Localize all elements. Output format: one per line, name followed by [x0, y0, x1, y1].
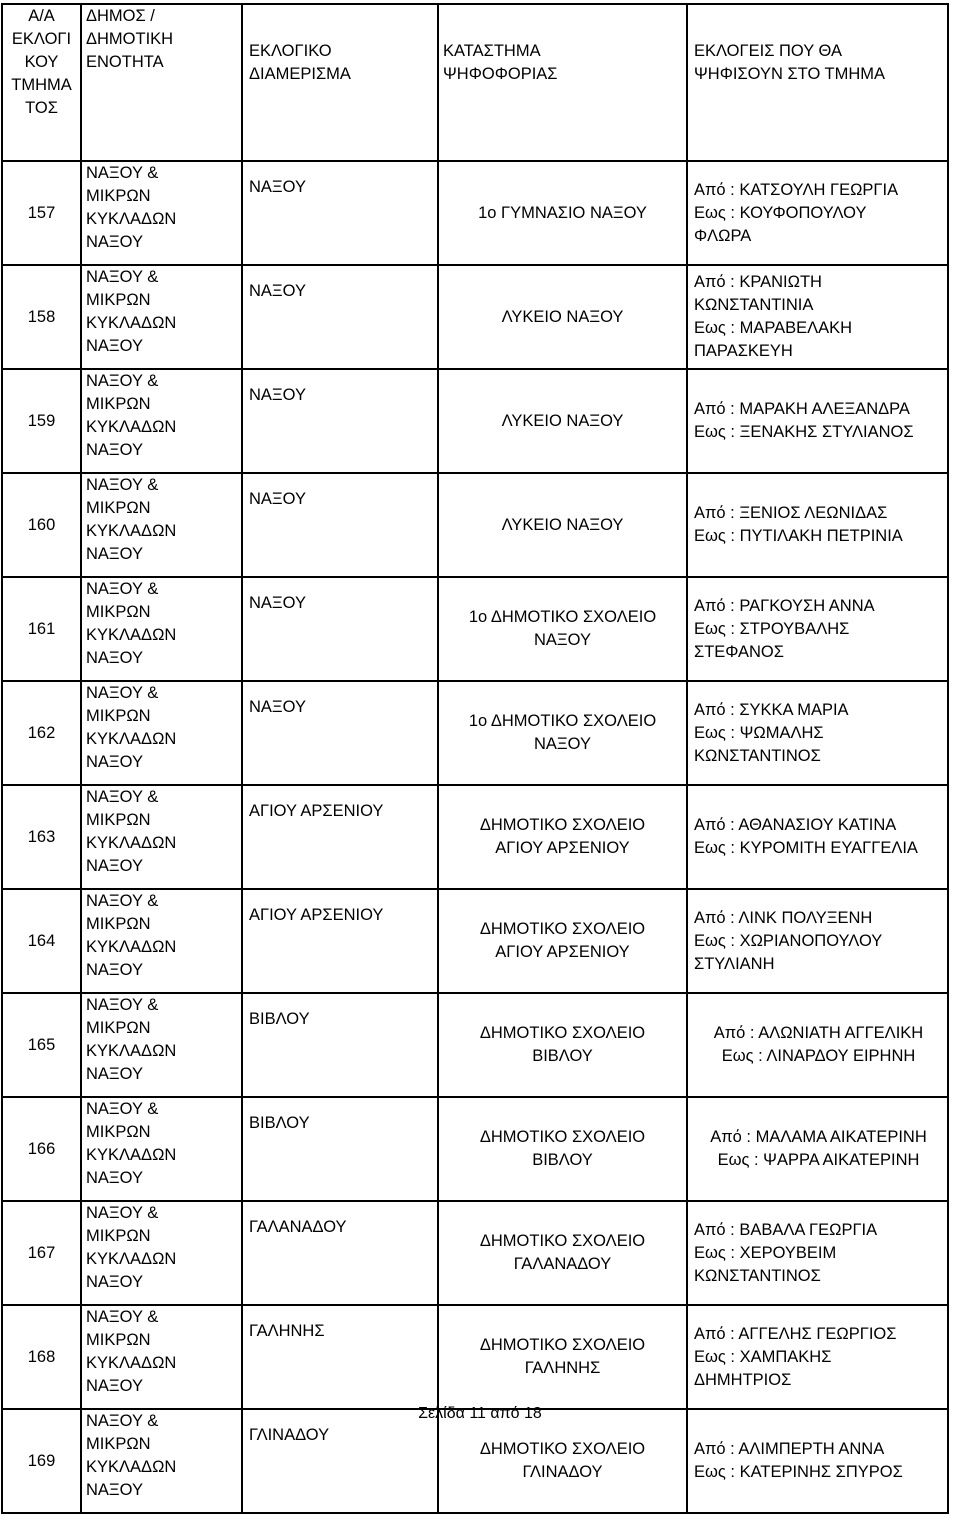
cell-line: ΛΥΚΕΙΟ ΝΑΞΟΥ: [501, 411, 624, 430]
polling-station-cell: [438, 265, 687, 369]
cell-line: ΝΑΞΟΥ &: [86, 1308, 159, 1326]
cell-line: ΚΩΝΣΤΑΝΤΙΝΟΣ: [694, 746, 821, 765]
cell-line: Εως : ΨΩΜΑΛΗΣ: [694, 723, 824, 742]
cell-line: ΜΙΚΡΩΝ: [86, 395, 151, 413]
cell-line: Εως : ΚΑΤΕΡΙΝΗΣ ΣΠΥΡΟΣ: [694, 1463, 903, 1481]
cell-line: ΜΙΚΡΩΝ: [86, 603, 151, 621]
voters-range-cell: [687, 889, 948, 993]
voters-range-cell: [687, 1097, 948, 1201]
header-municipality: ΔΗΜΟΣ / ΔΗΜΟΤΙΚΗ ΕΝΟΤΗΤΑ: [81, 4, 242, 161]
table-row: [2, 161, 948, 265]
polling-station-cell: [438, 577, 687, 681]
polling-station-cell: [438, 473, 687, 577]
table-row: [2, 369, 948, 473]
cell-line: ΚΩΝΣΤΑΝΤΙΝΟΣ: [694, 1266, 821, 1285]
cell-line: Από : ΞΕΝΙΟΣ ΛΕΩΝΙΔΑΣ: [694, 504, 888, 522]
cell-line: ΑΓΙΟΥ ΑΡΣΕΝΙΟΥ: [495, 943, 630, 961]
cell-line: ΝΑΞΟΥ &: [86, 476, 159, 494]
polling-stations-table: [1, 3, 949, 1514]
table-row: [2, 681, 948, 785]
cell-line: ΜΙΚΡΩΝ: [86, 707, 151, 725]
cell-line: ΚΥΚΛΑΔΩΝ: [86, 834, 177, 852]
cell-line: ΝΑΞΟΥ: [86, 857, 143, 875]
cell-line: ΝΑΞΟΥ &: [86, 1100, 159, 1118]
cell-line: ΝΑΞΟΥ: [534, 735, 591, 753]
page-footer: Σελίδα 11 από 18: [418, 1405, 542, 1422]
cell-line: ΝΑΞΟΥ &: [86, 580, 159, 598]
cell-line: ΜΙΚΡΩΝ: [86, 1435, 151, 1453]
header-district: ΕΚΛΟΓΙΚΟ ΔΙΑΜΕΡΙΣΜΑ: [242, 4, 438, 161]
section-number-cell: 161: [2, 577, 81, 681]
voters-range-cell: [687, 681, 948, 785]
cell-line: Από : ΚΑΤΣΟΥΛΗ ΓΕΩΡΓΙΑ: [694, 180, 899, 199]
cell-line: ΝΑΞΟΥ: [86, 1377, 143, 1395]
cell-line: Από : ΣΥΚΚΑ ΜΑΡΙΑ: [694, 700, 849, 719]
cell-line: ΦΛΩΡΑ: [694, 226, 752, 245]
cell-line: ΚΥΚΛΑΔΩΝ: [86, 1146, 177, 1164]
cell-line: Από : ΑΛΙΜΠΕΡΤΗ ΑΝΝΑ: [694, 1440, 885, 1458]
municipality-cell: [81, 265, 242, 369]
municipality-cell: [81, 473, 242, 577]
cell-line: Από : ΒΑΒΑΛΑ ΓΕΩΡΓΙΑ: [694, 1220, 878, 1239]
polling-station-cell: [438, 1097, 687, 1201]
section-number-cell: 163: [2, 785, 81, 889]
district-cell: ΓΑΛΑΝΑΔΟΥ: [242, 1201, 438, 1305]
municipality-cell: [81, 681, 242, 785]
cell-line: ΠΑΡΑΣΚΕΥΗ: [694, 342, 793, 360]
district-cell: ΑΓΙΟΥ ΑΡΣΕΝΙΟΥ: [242, 889, 438, 993]
cell-line: ΝΑΞΟΥ: [86, 1169, 143, 1187]
polling-station-cell: [438, 889, 687, 993]
cell-line: Εως : ΚΥΡΟΜΙΤΗ ΕΥΑΓΓΕΛΙΑ: [694, 839, 918, 857]
district-cell: ΓΑΛΗΝΗΣ: [242, 1305, 438, 1409]
table-row: [2, 1409, 948, 1513]
table-row: [2, 473, 948, 577]
section-number-cell: 159: [2, 369, 81, 473]
cell-line: ΜΙΚΡΩΝ: [86, 291, 151, 309]
cell-line: ΜΙΚΡΩΝ: [86, 1227, 151, 1245]
voters-range-cell: [687, 473, 948, 577]
polling-station-cell: [438, 681, 687, 785]
cell-line: ΚΥΚΛΑΔΩΝ: [86, 938, 177, 956]
district-cell: ΝΑΞΟΥ: [242, 161, 438, 265]
polling-station-cell: [438, 161, 687, 265]
cell-line: ΔΗΜΟΤΙΚΟ ΣΧΟΛΕΙΟ: [479, 1232, 646, 1250]
section-number-cell: 169: [2, 1409, 81, 1513]
section-number-cell: 164: [2, 889, 81, 993]
cell-line: ΚΥΚΛΑΔΩΝ: [86, 730, 177, 748]
cell-line: ΔΗΜΟΤΙΚΟ ΣΧΟΛΕΙΟ: [479, 920, 646, 938]
voters-range-cell: [687, 577, 948, 681]
polling-station-cell: [438, 369, 687, 473]
cell-line: Εως : ΧΕΡΟΥΒΕΙΜ: [694, 1243, 837, 1262]
district-cell: ΝΑΞΟΥ: [242, 265, 438, 369]
cell-line: Από : ΑΛΩΝΙΑΤΗ ΑΓΓΕΛΙΚΗ: [713, 1024, 924, 1042]
cell-line: ΚΥΚΛΑΔΩΝ: [86, 418, 177, 436]
cell-line: ΜΙΚΡΩΝ: [86, 915, 151, 933]
cell-line: ΝΑΞΟΥ: [86, 1481, 143, 1499]
cell-line: ΑΓΙΟΥ ΑΡΣΕΝΙΟΥ: [495, 839, 630, 857]
cell-line: Από : ΑΘΑΝΑΣΙΟΥ ΚΑΤΙΝΑ: [694, 816, 897, 834]
cell-line: ΛΥΚΕΙΟ ΝΑΞΟΥ: [501, 515, 624, 534]
cell-line: ΚΥΚΛΑΔΩΝ: [86, 522, 177, 540]
district-cell: ΝΑΞΟΥ: [242, 577, 438, 681]
cell-line: ΜΙΚΡΩΝ: [86, 1019, 151, 1037]
section-number-cell: 168: [2, 1305, 81, 1409]
cell-line: ΚΥΚΛΑΔΩΝ: [86, 1354, 177, 1372]
cell-line: ΛΥΚΕΙΟ ΝΑΞΟΥ: [501, 307, 624, 326]
voters-range-cell: [687, 1305, 948, 1409]
municipality-cell: [81, 889, 242, 993]
cell-line: Εως : ΣΤΡΟΥΒΑΛΗΣ: [694, 619, 850, 638]
cell-line: ΝΑΞΟΥ &: [86, 268, 159, 286]
district-cell: ΒΙΒΛΟΥ: [242, 1097, 438, 1201]
municipality-cell: [81, 1409, 242, 1513]
cell-line: Από : ΚΡΑΝΙΩΤΗ: [694, 273, 822, 291]
voters-range-cell: [687, 1409, 948, 1513]
cell-line: Εως : ΞΕΝΑΚΗΣ ΣΤΥΛΙΑΝΟΣ: [694, 423, 914, 441]
cell-line: ΝΑΞΟΥ &: [86, 372, 159, 390]
section-number-cell: 160: [2, 473, 81, 577]
cell-line: ΜΙΚΡΩΝ: [86, 811, 151, 829]
header-polling-station: ΚΑΤΑΣΤΗΜΑ ΨΗΦΟΦΟΡΙΑΣ: [438, 4, 687, 161]
cell-line: ΝΑΞΟΥ &: [86, 892, 159, 910]
cell-line: ΔΗΜΗΤΡΙΟΣ: [694, 1370, 792, 1389]
cell-line: ΔΗΜΟΤΙΚΟ ΣΧΟΛΕΙΟ: [479, 1440, 646, 1458]
cell-line: ΝΑΞΟΥ: [86, 441, 143, 459]
table-row: [2, 785, 948, 889]
section-number-cell: 157: [2, 161, 81, 265]
cell-line: Εως : ΠΥΤΙΛΑΚΗ ΠΕΤΡΙΝΙΑ: [694, 527, 903, 545]
cell-line: ΔΗΜΟΤΙΚΟ ΣΧΟΛΕΙΟ: [479, 816, 646, 834]
cell-line: ΝΑΞΟΥ: [86, 1065, 143, 1083]
cell-line: ΓΛΙΝΑΔΟΥ: [522, 1463, 603, 1481]
table-row: [2, 265, 948, 369]
cell-line: ΓΑΛΗΝΗΣ: [524, 1359, 601, 1377]
district-cell: ΒΙΒΛΟΥ: [242, 993, 438, 1097]
cell-line: ΝΑΞΟΥ: [86, 649, 143, 667]
header-voters: ΕΚΛΟΓΕΙΣ ΠΟΥ ΘΑ ΨΗΦΙΣΟΥΝ ΣΤΟ ΤΜΗΜΑ: [687, 4, 948, 161]
cell-line: ΔΗΜΟΤΙΚΟ ΣΧΟΛΕΙΟ: [479, 1024, 646, 1042]
cell-line: ΚΥΚΛΑΔΩΝ: [86, 314, 177, 332]
header-section-number: Α/Α ΕΚΛΟΓΙ ΚΟΥ ΤΜΗΜΑ ΤΟΣ: [2, 4, 81, 161]
table-row: [2, 1097, 948, 1201]
voters-range-cell: [687, 369, 948, 473]
table-row: [2, 889, 948, 993]
section-number-cell: 167: [2, 1201, 81, 1305]
cell-line: ΚΥΚΛΑΔΩΝ: [86, 1250, 177, 1268]
voters-range-cell: [687, 161, 948, 265]
cell-line: ΝΑΞΟΥ: [86, 961, 143, 979]
cell-line: ΝΑΞΟΥ: [86, 337, 143, 355]
cell-line: ΝΑΞΟΥ: [86, 753, 143, 771]
district-cell: ΝΑΞΟΥ: [242, 473, 438, 577]
voters-range-cell: [687, 265, 948, 369]
cell-line: ΣΤΥΛΙΑΝΗ: [694, 954, 775, 973]
cell-line: ΜΙΚΡΩΝ: [86, 1331, 151, 1349]
cell-line: ΝΑΞΟΥ &: [86, 788, 159, 806]
cell-line: ΜΙΚΡΩΝ: [86, 1123, 151, 1141]
district-cell: ΑΓΙΟΥ ΑΡΣΕΝΙΟΥ: [242, 785, 438, 889]
municipality-cell: [81, 993, 242, 1097]
cell-line: ΣΤΕΦΑΝΟΣ: [694, 642, 784, 661]
cell-line: Εως : ΨΑΡΡΑ ΑΙΚΑΤΕΡΙΝΗ: [717, 1151, 920, 1169]
cell-line: Από : ΜΑΡΑΚΗ ΑΛΕΞΑΝΔΡΑ: [694, 400, 910, 418]
cell-line: ΝΑΞΟΥ &: [86, 1412, 159, 1430]
cell-line: ΝΑΞΟΥ: [86, 233, 143, 251]
cell-line: Από : ΑΓΓΕΛΗΣ ΓΕΩΡΓΙΟΣ: [694, 1324, 897, 1343]
cell-line: ΓΑΛΑΝΑΔΟΥ: [513, 1255, 612, 1273]
cell-line: Από : ΛΙΝΚ ΠΟΛΥΞΕΝΗ: [694, 908, 873, 927]
cell-line: Εως : ΚΟΥΦΟΠΟΥΛΟΥ: [694, 203, 867, 222]
cell-line: ΒΙΒΛΟΥ: [532, 1151, 593, 1169]
cell-line: 1ο ΔΗΜΟΤΙΚΟ ΣΧΟΛΕΙΟ: [468, 712, 657, 730]
municipality-cell: [81, 1305, 242, 1409]
table-row: [2, 577, 948, 681]
district-cell: ΝΑΞΟΥ: [242, 369, 438, 473]
table-row: [2, 1305, 948, 1409]
table-row: [2, 1201, 948, 1305]
municipality-cell: [81, 1097, 242, 1201]
cell-line: ΝΑΞΟΥ &: [86, 684, 159, 702]
table-row: [2, 993, 948, 1097]
polling-station-cell: [438, 1305, 687, 1409]
cell-line: Εως : ΜΑΡΑΒΕΛΑΚΗ: [694, 319, 853, 337]
municipality-cell: [81, 1201, 242, 1305]
cell-line: ΝΑΞΟΥ &: [86, 996, 159, 1014]
table-header-row: [2, 4, 948, 161]
district-cell: ΓΛΙΝΑΔΟΥ: [242, 1409, 438, 1513]
cell-line: ΔΗΜΟΤΙΚΟ ΣΧΟΛΕΙΟ: [479, 1128, 646, 1146]
section-number-cell: 158: [2, 265, 81, 369]
cell-line: ΝΑΞΟΥ: [534, 631, 591, 649]
section-number-cell: 162: [2, 681, 81, 785]
polling-station-cell: [438, 1201, 687, 1305]
cell-line: ΚΥΚΛΑΔΩΝ: [86, 626, 177, 644]
polling-station-cell: [438, 785, 687, 889]
voters-range-cell: [687, 785, 948, 889]
cell-line: Εως : ΧΑΜΠΑΚΗΣ: [694, 1347, 832, 1366]
cell-line: Εως : ΧΩΡΙΑΝΟΠΟΥΛΟΥ: [694, 931, 883, 950]
voters-range-cell: [687, 1201, 948, 1305]
cell-line: 1ο ΓΥΜΝΑΣΙΟ ΝΑΞΟΥ: [478, 203, 647, 222]
cell-line: ΜΙΚΡΩΝ: [86, 187, 151, 205]
cell-line: ΝΑΞΟΥ: [86, 545, 143, 563]
cell-line: ΝΑΞΟΥ: [86, 1273, 143, 1291]
cell-line: ΔΗΜΟΤΙΚΟ ΣΧΟΛΕΙΟ: [479, 1336, 646, 1354]
cell-line: ΚΥΚΛΑΔΩΝ: [86, 1042, 177, 1060]
voters-range-cell: [687, 993, 948, 1097]
polling-station-cell: [438, 993, 687, 1097]
municipality-cell: [81, 577, 242, 681]
cell-line: Από : ΡΑΓΚΟΥΣΗ ΑΝΝΑ: [694, 596, 875, 615]
cell-line: ΜΙΚΡΩΝ: [86, 499, 151, 517]
polling-station-cell: [438, 1409, 687, 1513]
cell-line: ΒΙΒΛΟΥ: [532, 1047, 593, 1065]
cell-line: Από : ΜΑΛΑΜΑ ΑΙΚΑΤΕΡΙΝΗ: [710, 1128, 927, 1146]
cell-line: ΚΥΚΛΑΔΩΝ: [86, 1458, 177, 1476]
district-cell: ΝΑΞΟΥ: [242, 681, 438, 785]
cell-line: 1ο ΔΗΜΟΤΙΚΟ ΣΧΟΛΕΙΟ: [468, 608, 657, 626]
cell-line: ΚΩΝΣΤΑΝΤΙΝΙΑ: [694, 296, 814, 314]
municipality-cell: [81, 785, 242, 889]
cell-line: ΚΥΚΛΑΔΩΝ: [86, 210, 177, 228]
cell-line: Εως : ΛΙΝΑΡΔΟΥ ΕΙΡΗΝΗ: [721, 1047, 916, 1065]
section-number-cell: 165: [2, 993, 81, 1097]
section-number-cell: 166: [2, 1097, 81, 1201]
municipality-cell: [81, 369, 242, 473]
cell-line: ΝΑΞΟΥ &: [86, 164, 159, 182]
cell-line: ΝΑΞΟΥ &: [86, 1204, 159, 1222]
municipality-cell: [81, 161, 242, 265]
